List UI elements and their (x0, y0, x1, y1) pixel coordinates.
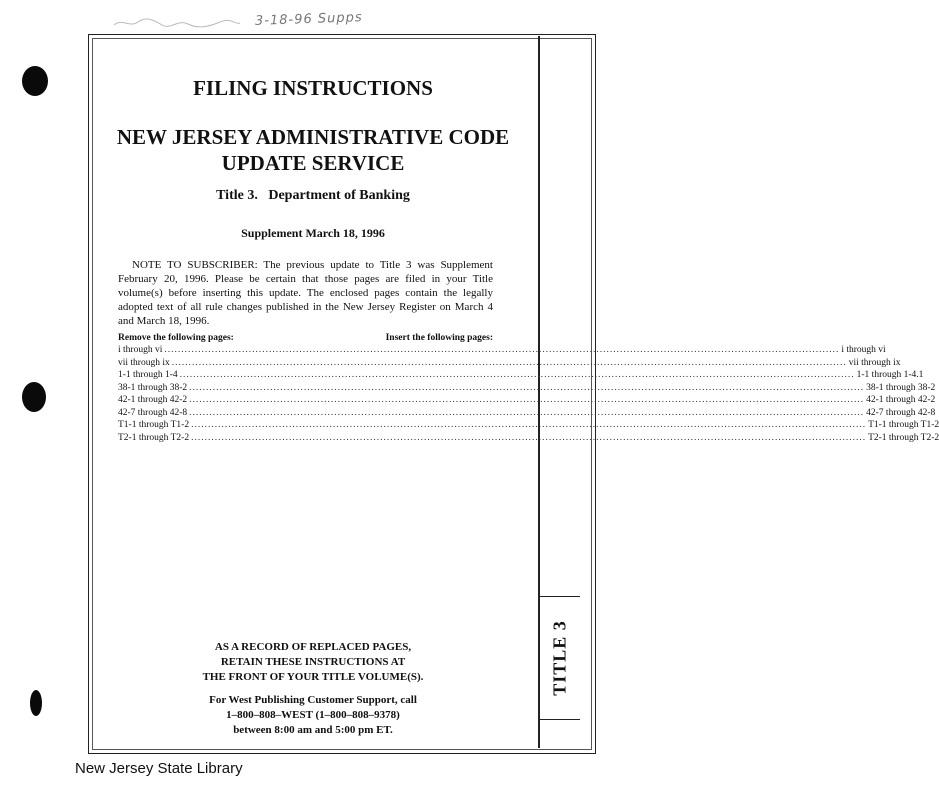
remove-pages: T2-1 through T2-2 (118, 432, 190, 443)
leader-dots: ........................................................................................................................................................................................................ (179, 370, 855, 380)
support-line1: For West Publishing Customer Support, call (209, 694, 417, 706)
side-tab (540, 596, 580, 720)
insert-pages: vii through ix (848, 357, 901, 368)
table-row (118, 432, 939, 446)
pages-table-header (118, 333, 493, 343)
insert-pages: 38-1 through 38-2 (866, 382, 936, 393)
remove-header: Remove the following pages: (118, 333, 234, 343)
table-row (118, 345, 886, 358)
insert-pages: 42-7 through 42-8 (866, 407, 936, 418)
code-heading-line2: UPDATE SERVICE (221, 151, 405, 175)
leader-dots: ........................................................................................................................................................................................................ (191, 420, 867, 430)
library-footer: New Jersey State Library (75, 760, 243, 777)
table-row (118, 420, 939, 433)
remove-pages: vii through ix (118, 357, 170, 368)
support-line3: between 8:00 am and 5:00 pm ET. (233, 724, 393, 736)
title-subtitle: Title 3. Department of Banking (216, 188, 410, 203)
punch-hole-bottom (30, 690, 42, 716)
table-row (118, 370, 924, 383)
leader-dots: ........................................................................................................................................................................................................ (191, 432, 867, 443)
side-tab-label: TITLE 3 (549, 620, 570, 696)
insert-pages: 42-1 through 42-2 (866, 395, 936, 405)
remove-pages: 42-7 through 42-8 (118, 407, 188, 418)
handwritten-note: 3-18-96 Supps (254, 10, 363, 29)
record-notice (88, 640, 538, 685)
record-notice-line2: RETAIN THESE INSTRUCTIONS AT (220, 656, 406, 668)
record-notice-line1: AS A RECORD OF REPLACED PAGES, (214, 641, 412, 653)
punch-hole-middle (22, 382, 46, 412)
subscriber-note: NOTE TO SUBSCRIBER: The previous update to Title 3 was Supplement February 20, 1996. Please be certain that those pages are filed in your Title volume(s) before inserting this update. The enclosed pages contain the legally adopted text of all rule changes published in the New Jersey Register on March 4 and March 18, 1996. (118, 259, 493, 327)
pages-table (118, 333, 939, 445)
record-notice-line3: THE FRONT OF YOUR TITLE VOLUME(S). (202, 671, 424, 683)
code-heading (88, 124, 538, 176)
remove-pages: 42-1 through 42-2 (118, 395, 188, 405)
insert-pages: T2-1 through T2-2 (868, 432, 939, 443)
support-notice (88, 693, 538, 738)
insert-pages: 1-1 through 1-4.1 (856, 370, 924, 380)
faded-scribble (112, 16, 242, 30)
leader-dots: ........................................................................................................................................................................................................ (189, 382, 865, 393)
pages-table-rows (118, 345, 939, 445)
insert-header: Insert the following pages: (385, 333, 493, 343)
table-row (118, 382, 936, 396)
remove-pages: 1-1 through 1-4 (118, 370, 178, 380)
insert-pages: i through vi (841, 345, 886, 355)
insert-pages: T1-1 through T1-2 (868, 420, 939, 430)
leader-dots: ........................................................................................................................................................................................................ (171, 357, 847, 368)
table-row (118, 407, 936, 421)
table-row (118, 357, 901, 371)
remove-pages: 38-1 through 38-2 (118, 382, 188, 393)
leader-dots: ........................................................................................................................................................................................................ (189, 407, 865, 418)
code-heading-line1: NEW JERSEY ADMINISTRATIVE CODE (116, 125, 510, 149)
support-line2: 1–800–808–WEST (1–800–808–9378) (226, 709, 400, 721)
table-row (118, 395, 936, 408)
leader-dots: ........................................................................................................................................................................................................ (164, 345, 840, 355)
remove-pages: T1-1 through T1-2 (118, 420, 190, 430)
document-title: FILING INSTRUCTIONS (193, 76, 433, 100)
punch-hole-top (22, 66, 48, 96)
remove-pages: i through vi (118, 345, 163, 355)
supplement-date: Supplement March 18, 1996 (241, 226, 385, 240)
leader-dots: ........................................................................................................................................................................................................ (189, 395, 865, 405)
